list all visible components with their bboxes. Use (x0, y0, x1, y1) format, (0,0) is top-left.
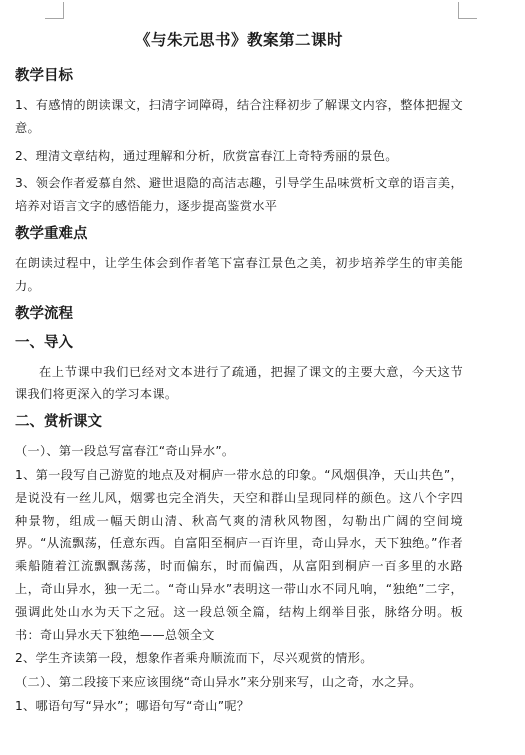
objective-2: 2、理清文章结构，通过理解和分析，欣赏富春江上奇特秀丽的景色。 (15, 148, 398, 163)
section-2-title: （二）、第二段接下来应该围绕“奇山异水”来分别来写，山之奇，水之异。 (15, 675, 422, 690)
intro-heading: 一、导入 (15, 334, 73, 351)
key-points-text: 在朗读过程中，让学生体会到作者笔下富春江景色之美，初步培养学生的审美能力。 (15, 255, 463, 293)
crop-mark-top-right (458, 2, 477, 19)
process-heading: 教学流程 (15, 305, 73, 322)
intro-text: 在上节课中我们已经对文本进行了疏通，把握了课文的主要大意，今天这节课我们将更深入的学习本课。 (15, 364, 463, 402)
crop-mark-top-left (45, 2, 64, 19)
objective-1: 1、有感情的朗读课文，扫清字词障碍，结合注释初步了解课文内容，整体把握文意。 (15, 98, 463, 135)
section-1-paragraph-2: 2、学生齐读第一段，想象作者乘舟顺流而下，尽兴观赏的情形。 (15, 651, 373, 666)
objective-3: 3、领会作者爱慕自然、避世退隐的高洁志趣，引导学生品味赏析文章的语言美，培养对语言文字的感悟能力，逐步提高鉴赏水平 (15, 176, 463, 214)
section-1-paragraph-1: 1、第一段写自己游览的地点及对桐庐一带水总的印象。“风烟俱净，天山共色”，是说没有一丝儿风，烟雾也完全消失，天空和群山呈现同样的颜色。这八个字四种景物，组成一幅天朗山清、秋高气爽的清秋风物图，勾勒出广阔的空间境界。“从流飘荡，任意东西。自富阳至桐庐一百许里，奇山异水，天下独绝。”作者乘船随着江流飘飘荡荡，时而偏东，时而偏西，从富阳到桐庐一百多里的水路上，奇山异水，独一无二。“奇山异水”表明这一带山水不同凡响，“独绝”二字，强调此处山水为天下之冠。这一段总领全篇，结构上纲举目张，脉络分明。板书：奇山异水天下独绝——总领全文 (15, 467, 463, 642)
key-points-heading: 教学重难点 (15, 225, 88, 242)
document-title: 《与朱元思书》教案第二课时 (134, 31, 343, 49)
section-2-question-1: 1、哪语句写“异水”；哪语句写“奇山”呢？ (15, 698, 250, 713)
section-1-title: （一）、第一段总写富春江“奇山异水”。 (15, 444, 235, 459)
appreciation-heading: 二、赏析课文 (15, 414, 102, 431)
objectives-heading: 教学目标 (15, 68, 73, 84)
document-body (15, 28, 463, 719)
